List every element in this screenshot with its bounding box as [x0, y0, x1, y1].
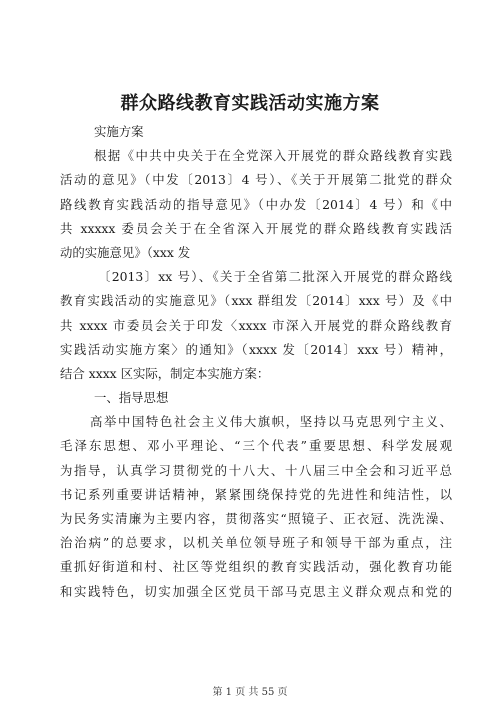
paragraph-line: 毛泽东思想、邓小平理论、“三个代表”重要思想、科学发展观: [60, 438, 452, 454]
section-heading: 一、指导思想: [94, 390, 169, 406]
paragraph-line: 共 xxxx 市委员会关于印发〈xxxx 市深入开展党的群众路线教育: [60, 317, 452, 333]
paragraph-line: 为民务实清廉为主要内容，贯彻落实“照镜子、正衣冠、洗洗澡、: [60, 511, 452, 526]
paragraph-line: 书记系列重要讲话精神，紧紧围绕保持党的先进性和纯洁性，以: [60, 486, 452, 502]
document-title: 群众路线教育实践活动实施方案: [120, 93, 380, 114]
paragraph-line: 路线教育实践活动的指导意见》（中办发〔2014〕4 号）和《中: [60, 196, 452, 212]
paragraph-line: 教育实践活动的实施意见》（xxx 群组发〔2014〕xxx 号）及《中: [60, 293, 452, 309]
paragraph-line: 高举中国特色社会主义伟大旗帜，坚持以马克思列宁主义、: [90, 414, 452, 430]
paragraph-line: 共 xxxxx 委员会关于在全省深入开展党的群众路线教育实践活: [60, 220, 452, 236]
paragraph-line: 实践活动实施方案〉的通知》（xxxx 发〔2014〕xxx 号）精神，: [60, 341, 452, 357]
page-number-footer: 第 1 页 共 55 页: [212, 687, 288, 698]
paragraph-line: 根据《中共中央关于在全党深入开展党的群众路线教育实践: [94, 148, 452, 164]
paragraph-line: 〔2013〕xx 号）、《关于全省第二批深入开展党的群众路线: [98, 269, 452, 285]
section-label: 实施方案: [94, 124, 144, 139]
paragraph-line: 重抓好街道和村、社区等党组织的教育实践活动，强化教育功能: [60, 559, 452, 575]
paragraph-line: 结合 xxxx 区实际，制定本实施方案：: [60, 365, 270, 381]
paragraph-line: 动的实施意见》（xxx 发: [60, 244, 191, 260]
paragraph-line: 治治病”的总要求，以机关单位领导班子和领导干部为重点，注: [60, 535, 452, 551]
paragraph-line: 为指导，认真学习贯彻党的十八大、十八届三中全会和习近平总: [60, 462, 452, 478]
document-body: [60, 120, 452, 604]
paragraph-line: 和实践特色，切实加强全区党员干部马克思主义群众观点和党的: [60, 583, 452, 599]
paragraph-line: 活动的意见》（中发〔2013〕4 号）、《关于开展第二批党的群众: [60, 172, 452, 188]
